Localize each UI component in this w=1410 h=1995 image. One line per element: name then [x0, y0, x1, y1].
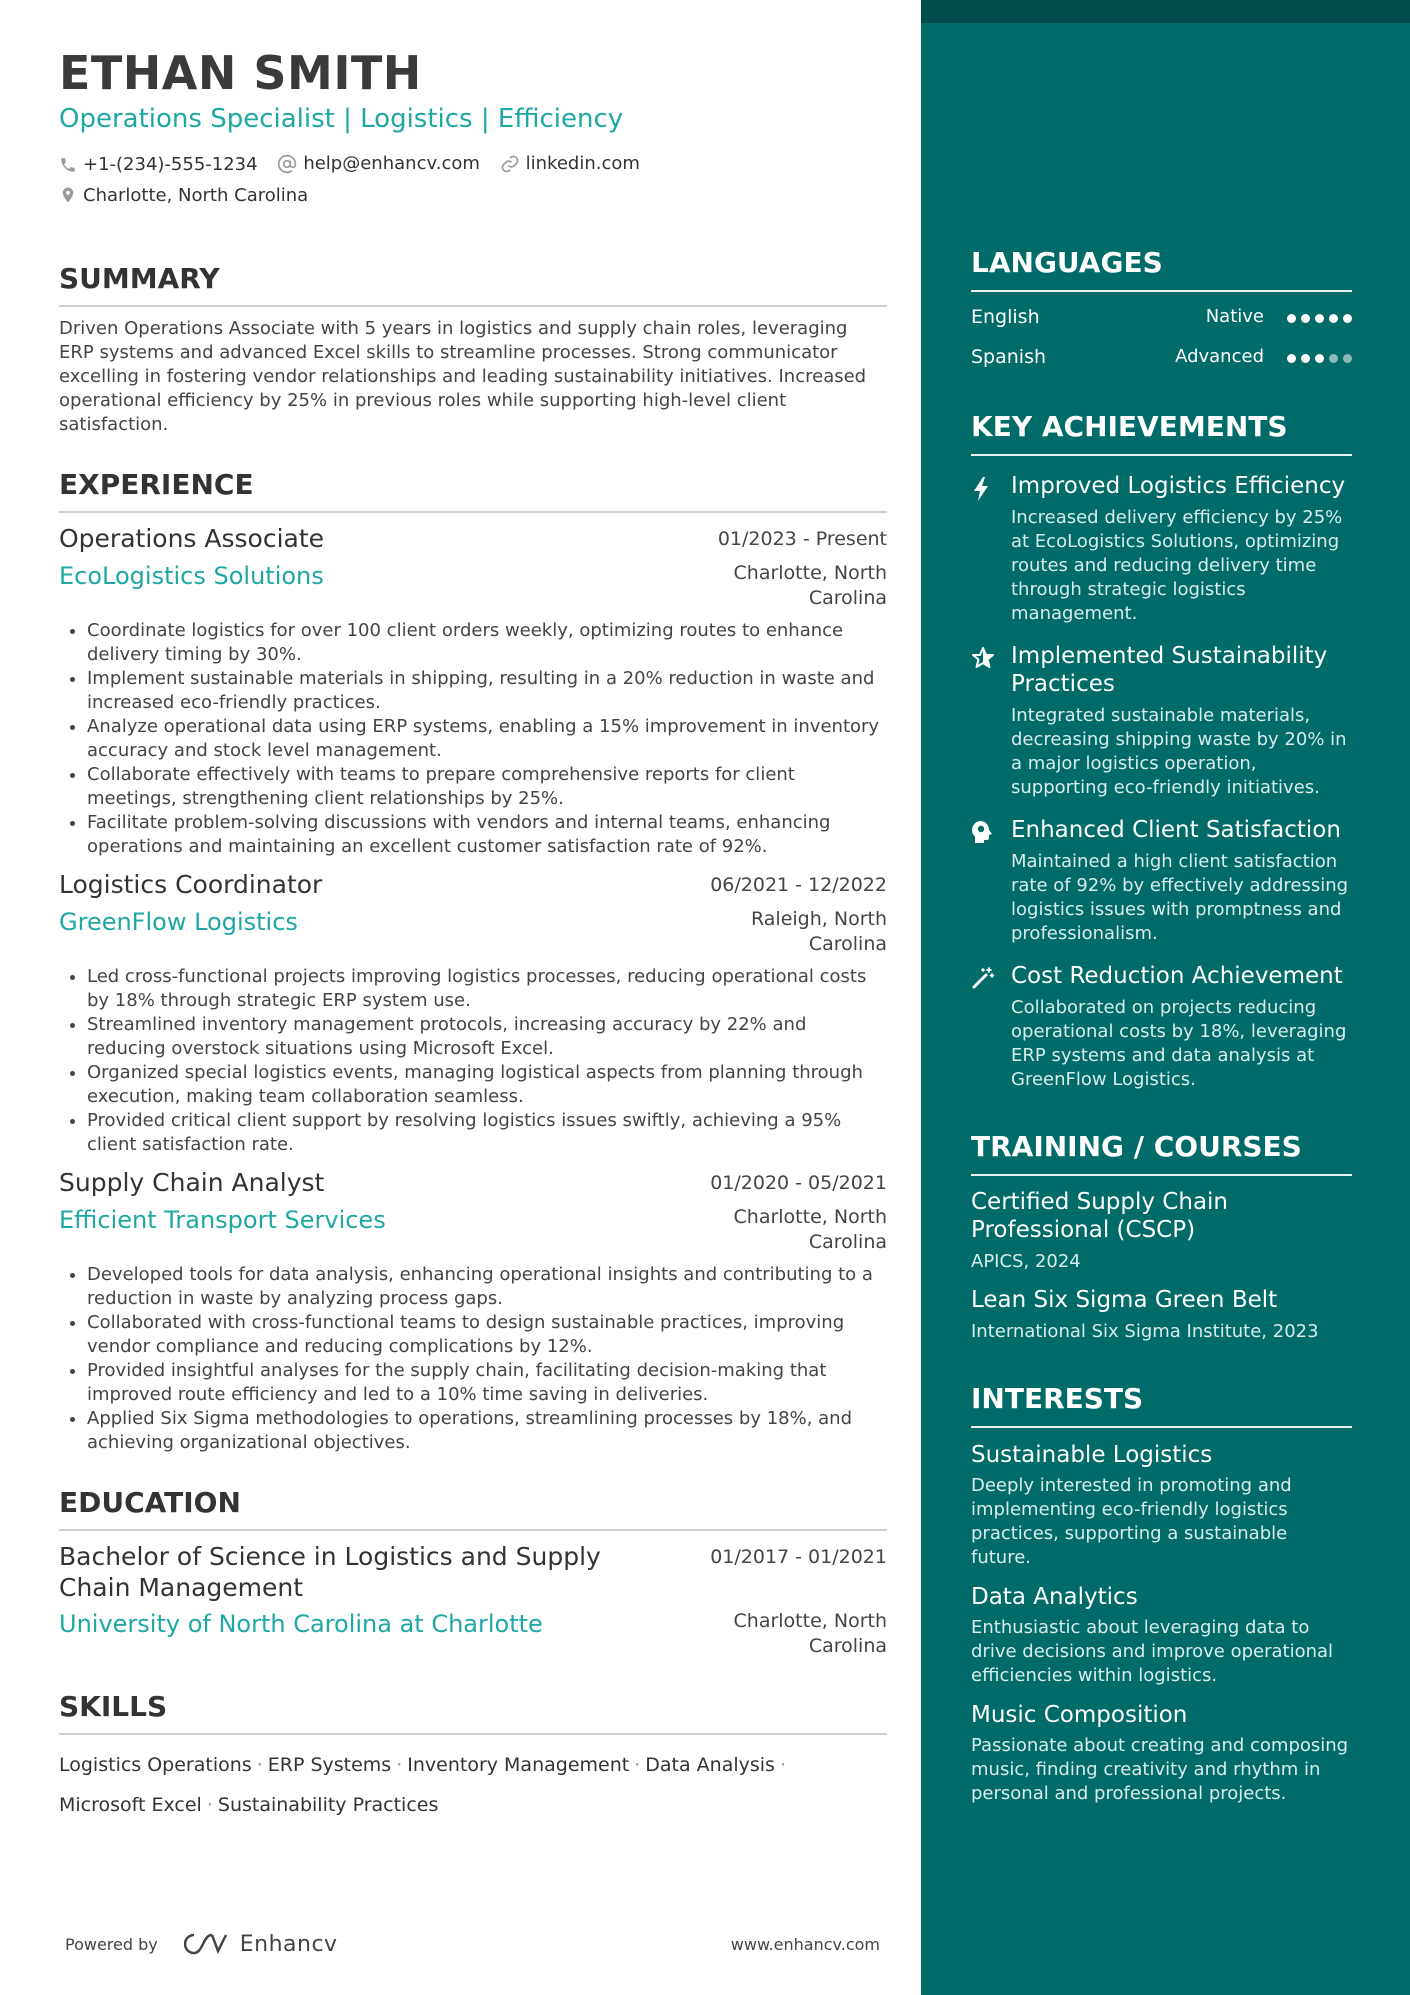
bullet-item: • Developed tools for data analysis, enhancing operational insights and contributing to a reduction in waste by analyzing process gaps. [87, 1263, 887, 1311]
sidebar [921, 0, 1410, 1995]
company-name: EcoLogistics Solutions [59, 562, 324, 590]
language-rating [1282, 342, 1352, 372]
achievement-desc: Increased delivery efficiency by 25% at EcoLogistics Solutions, optimizing routes and reducing delivery time through strategic logistics management. [1011, 507, 1343, 624]
school-location: Charlotte, North Carolina [733, 1610, 887, 1657]
bullet-item: • Analyze operational data using ERP systems, enabling a 15% improvement in inventory accuracy and stock level management. [87, 715, 887, 763]
footer-website[interactable]: www.enhancv.com [730, 1934, 880, 1954]
achievement-desc: Collaborated on projects reducing operational costs by 18%, leveraging ERP systems and data analysis at GreenFlow Logistics. [1011, 997, 1347, 1090]
job-bullets [59, 1263, 887, 1455]
achievement-item [971, 962, 1352, 1092]
linkedin-text: linkedin.com [525, 153, 640, 174]
experience-entry [59, 1167, 887, 1455]
interest-item [971, 1440, 1352, 1570]
interest-item [971, 1700, 1352, 1806]
bullet-item: • Applied Six Sigma methodologies to operations, streamlining processes by 18%, and achieving organizational objectives. [87, 1407, 887, 1455]
bullet-item: • Collaborated with cross-functional teams to design sustainable practices, improving vendor compliance and reducing complications by 12%. [87, 1311, 887, 1359]
achievements-section [971, 410, 1352, 1092]
location-text: Charlotte, North Carolina [83, 184, 309, 206]
linkedin-contact[interactable] [500, 150, 640, 177]
interests-section [971, 1382, 1352, 1806]
course-item [971, 1286, 1352, 1344]
enhancv-brand: Enhancv [239, 1931, 338, 1957]
job-title: Logistics Coordinator [59, 870, 323, 899]
achievement-title: Enhanced Client Satisfaction [1011, 817, 1341, 843]
job-bullets [59, 965, 887, 1157]
achievement-desc: Maintained a high client satisfaction rate of 92% by effectively addressing logistics issues with promptness and professionalism. [1011, 851, 1349, 944]
experience-section [59, 467, 887, 1455]
location-contact [59, 182, 308, 209]
bullet-item: • Streamlined inventory management protocols, increasing accuracy by 22% and reducing overstock situations using Microsoft Excel. [87, 1013, 887, 1061]
achievements-title: KEY ACHIEVEMENTS [971, 410, 1352, 456]
job-location: Charlotte, North Carolina [733, 1206, 887, 1253]
bullet-item: • Implement sustainable materials in shipping, resulting in a 20% reduction in waste and increased eco-friendly practices. [87, 667, 887, 715]
skills-title: SKILLS [59, 1689, 887, 1735]
bullet-item: • Provided critical client support by resolving logistics issues swiftly, achieving a 95% client satisfaction rate. [87, 1109, 887, 1157]
job-title: Supply Chain Analyst [59, 1168, 325, 1197]
phone-icon [59, 156, 77, 174]
skill-item: Data Analysis [645, 1754, 775, 1776]
candidate-name: ETHAN SMITH [59, 46, 422, 100]
enhancv-logo-icon [184, 1931, 232, 1957]
skills-list: Logistics Operations · ERP Systems · Inventory Management · Data Analysis · Microsoft Excel · Sustainability Practices [59, 1754, 786, 1816]
degree-title: Bachelor of Science in Logistics and Supply Chain Management [59, 1542, 601, 1602]
languages-section [971, 246, 1352, 372]
job-dates: 06/2021 - 12/2022 [710, 874, 887, 896]
main-column [59, 46, 887, 1825]
training-title: TRAINING / COURSES [971, 1130, 1352, 1176]
head-lightbulb-icon [971, 820, 993, 844]
language-level: Native [1205, 306, 1264, 327]
job-bullets [59, 619, 887, 859]
achievement-title: Improved Logistics Efficiency [1011, 473, 1346, 499]
education-section [59, 1485, 887, 1659]
experience-entry [59, 869, 887, 1157]
magic-wand-icon [971, 966, 995, 990]
experience-entry [59, 523, 887, 859]
course-meta: International Six Sigma Institute, 2023 [971, 1321, 1319, 1342]
skill-item: Logistics Operations [59, 1754, 252, 1776]
bullet-item: • Collaborate effectively with teams to prepare comprehensive reports for client meetings, strengthening client relationships by 25%. [87, 763, 887, 811]
star-icon [971, 646, 995, 670]
summary-text: Driven Operations Associate with 5 years in logistics and supply chain roles, leveraging ERP systems and advanced Excel skills to streamline processes. Strong communicator excelling in fostering vendor relationships and leading sustainability initiatives. Increased operational efficiency by 25% in previous roles while supporting high-level client satisfaction. [59, 318, 867, 435]
interest-item [971, 1582, 1352, 1688]
language-row [971, 342, 1352, 372]
footer [65, 1928, 880, 1960]
achievement-title: Implemented Sustainability Practices [1011, 643, 1328, 697]
interest-desc: Enthusiastic about leveraging data to drive decisions and improve operational efficiencies within logistics. [971, 1617, 1334, 1686]
interest-title: Music Composition [971, 1702, 1188, 1728]
headline: Operations Specialist | Logistics | Efficiency [59, 104, 624, 134]
summary-section [59, 261, 887, 437]
skill-item: ERP Systems [267, 1754, 392, 1776]
contact-info [59, 150, 887, 213]
achievement-item [971, 472, 1352, 626]
company-name: GreenFlow Logistics [59, 908, 298, 936]
course-item [971, 1188, 1352, 1274]
interest-title: Sustainable Logistics [971, 1442, 1213, 1468]
skill-item: Inventory Management [407, 1754, 630, 1776]
language-level: Advanced [1175, 346, 1264, 367]
link-icon [500, 154, 520, 174]
sidebar-top-band [921, 0, 1410, 23]
location-pin-icon [59, 185, 77, 205]
job-location: Charlotte, North Carolina [733, 562, 887, 609]
education-dates: 01/2017 - 01/2021 [710, 1546, 887, 1568]
interest-desc: Deeply interested in promoting and implementing eco-friendly logistics practices, supporting a sustainable future. [971, 1475, 1292, 1568]
education-entry [59, 1541, 887, 1659]
bullet-item: • Provided insightful analyses for the supply chain, facilitating decision-making that improved route efficiency and led to a 10% time saving in deliveries. [87, 1359, 887, 1407]
language-name: Spanish [971, 346, 1047, 368]
job-title: Operations Associate [59, 524, 325, 553]
languages-title: LANGUAGES [971, 246, 1352, 292]
email-contact[interactable] [277, 150, 480, 177]
bullet-item: • Coordinate logistics for over 100 client orders weekly, optimizing routes to enhance delivery timing by 30%. [87, 619, 887, 667]
job-location: Raleigh, North Carolina [751, 908, 887, 955]
bullet-item: • Led cross-functional projects improving logistics processes, reducing operational costs by 18% through strategic ERP system use. [87, 965, 887, 1013]
bullet-item: • Facilitate problem-solving discussions with vendors and internal teams, enhancing operations and maintaining an excellent customer satisfaction rate of 92%. [87, 811, 887, 859]
email-text: help@enhancv.com [303, 153, 480, 174]
achievement-item [971, 642, 1352, 800]
interest-title: Data Analytics [971, 1584, 1138, 1610]
summary-title: SUMMARY [59, 261, 887, 307]
course-meta: APICS, 2024 [971, 1251, 1081, 1272]
school-name: University of North Carolina at Charlotte [59, 1610, 543, 1638]
interests-title: INTERESTS [971, 1382, 1352, 1428]
achievement-item [971, 816, 1352, 946]
course-title: Certified Supply Chain Professional (CSCP) [971, 1189, 1229, 1243]
skills-section [59, 1689, 887, 1825]
course-title: Lean Six Sigma Green Belt [971, 1287, 1278, 1313]
at-icon [277, 154, 297, 174]
job-dates: 01/2020 - 05/2021 [710, 1172, 887, 1194]
language-rating [1282, 302, 1352, 332]
language-row [971, 302, 1352, 332]
bullet-item: • Organized special logistics events, managing logistical aspects from planning through execution, making team collaboration seamless. [87, 1061, 887, 1109]
achievement-title: Cost Reduction Achievement [1011, 963, 1343, 989]
lightning-icon [971, 476, 991, 502]
skill-item: Sustainability Practices [217, 1794, 439, 1816]
experience-title: EXPERIENCE [59, 467, 887, 513]
education-title: EDUCATION [59, 1485, 887, 1531]
phone-text: +1-(234)-555-1234 [83, 154, 258, 175]
skill-item: Microsoft Excel [59, 1794, 202, 1816]
language-name: English [971, 306, 1040, 328]
powered-by-label: Powered by [65, 1934, 158, 1954]
phone-contact[interactable] [59, 151, 258, 178]
achievement-desc: Integrated sustainable materials, decreasing shipping waste by 20% in a major logistics operation, supporting eco-friendly initiatives. [1011, 705, 1347, 798]
interest-desc: Passionate about creating and composing music, finding creativity and rhythm in personal and professional projects. [971, 1735, 1349, 1804]
training-section [971, 1130, 1352, 1344]
job-dates: 01/2023 - Present [717, 528, 887, 550]
company-name: Efficient Transport Services [59, 1206, 386, 1234]
